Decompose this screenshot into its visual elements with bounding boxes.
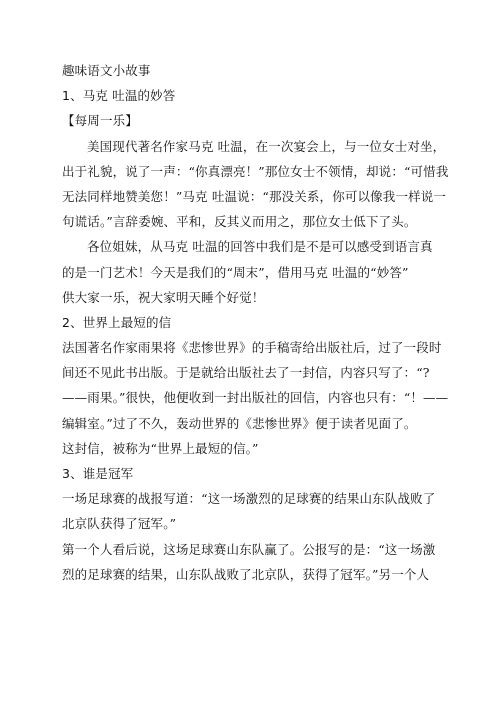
section-3-line: 烈的足球赛的结果，山东队战败了北京队，获得了冠军。”另一个人 [62,566,430,582]
section-2-line: 这封信，被称为“世界上最短的信。” [62,440,259,456]
document-page [62,58,449,587]
section-1-line: 无法同样地赞美您！”马克 吐温说：“那没关系，你可以像我一样说一 [62,188,447,204]
section-1-line: 出于礼貌，说了一声：“你真漂亮！”那位女士不领情，却说：“可惜我 [62,163,449,179]
section-2-line: 间还不见此书出版。于是就给出版社去了一封信，内容只写了：“? [62,365,430,381]
section-1-line: 句谎话。”言辞委婉、平和，反其义而用之，那位女士低下了头。 [62,214,417,230]
document-title: 趣味语文小故事 [62,63,151,78]
section-2-line: ——雨果。”很快，他便收到一封出版社的回信，内容也只有：“！—— [62,390,449,406]
section-2-line: 法国著名作家雨果将《悲惨世界》的手稿寄给出版社后，过了一段时 [62,340,442,356]
section-3-heading: 3、谁是冠军 [62,466,134,481]
section-1-line: 的是一门艺术！今天是我们的“周末”，借用马克 吐温的“妙答” [62,264,409,280]
section-1-tag: 【每周一乐】 [62,113,138,129]
section-3-line: 第一个人看后说，这场足球赛山东队赢了。公报写的是：“这一场激 [62,541,436,557]
section-1-line: 供大家一乐，祝大家明天睡个好觉！ [62,289,265,305]
section-3-line: 一场足球赛的战报写道：“这一场激烈的足球赛的结果山东队战败了 [62,491,436,507]
section-2-heading: 2、世界上最短的信 [62,314,172,330]
section-1-line: 美国现代著名作家马克 吐温，在一次宴会上，与一位女士对坐， [87,138,446,154]
section-1-heading: 1、马克 吐温的妙答 [62,88,176,104]
section-2-line: 编辑室。”过了不久，轰动世界的《悲惨世界》便于读者见面了。 [62,415,417,431]
section-3-line: 北京队获得了冠军。” [62,516,177,532]
section-1-line: 各位姐妹，从马克 吐温的回答中我们是不是可以感受到语言真 [87,239,433,255]
